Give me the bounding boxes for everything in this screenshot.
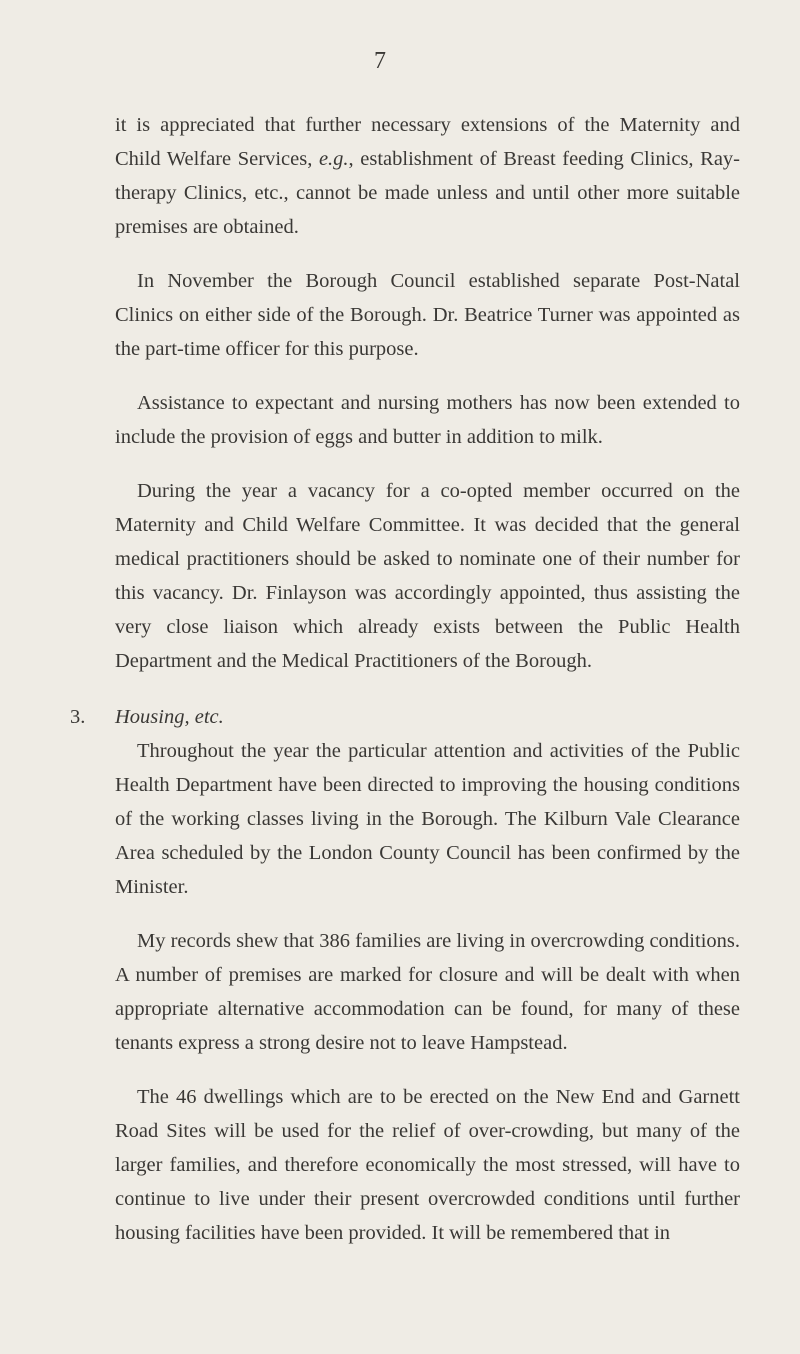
- section-heading: [70, 700, 740, 734]
- paragraph-post-natal-clinics: In November the Borough Council established separate Post-Natal Clinics on either side of the Borough. Dr. Beatrice Turner was appointed as the part-time officer for this purpose.: [115, 270, 740, 360]
- paragraph-assistance-mothers: Assistance to expectant and nursing mothers has now been extended to include the provision of eggs and butter in addition to milk.: [115, 392, 740, 448]
- paragraph-committee-vacancy: During the year a vacancy for a co-opted member occurred on the Maternity and Child Welfare Committee. It was decided that the general medical practitioners should be asked to nominate one of their number for this vacancy. Dr. Finlayson was accordingly appointed, thus assisting the very close liaison which already exists between the Public Health Department and the Medical Practitioners of the Borough.: [115, 480, 740, 672]
- paragraph-housing-conditions: Throughout the year the particular attention and activities of the Public Health Department have been directed to improving the housing conditions of the working classes living in the Borough. The Kilburn Vale Clearance Area scheduled by the London County Council has been confirmed by the Minister.: [115, 740, 740, 898]
- paragraph-maternity-extensions: it is appreciated that further necessary extensions of the Maternity and Child Welfare Services, e.g., establishment of Breast feeding Clinics, Ray-therapy Clinics, etc., cannot be made unless and until other more suitable premises are obtained.: [115, 114, 740, 238]
- text-column: [70, 108, 740, 1250]
- section-number: 3.: [70, 706, 86, 728]
- page-number: 7: [374, 48, 386, 74]
- paragraph-new-dwellings: The 46 dwellings which are to be erected on the New End and Garnett Road Sites will be used for the relief of over-crowding, but many of the larger families, and therefore economically the most stressed, will have to continue to live under their present overcrowded conditions until further housing facilities have been provided. It will be remembered that in: [115, 1086, 740, 1244]
- paragraph-overcrowding-records: My records shew that 386 families are living in overcrowding conditions. A number of premises are marked for closure and will be dealt with when appropriate alternative accommodation can be found, for many of these tenants express a strong desire not to leave Hampstead.: [115, 930, 740, 1054]
- section-title: Housing, etc.: [115, 706, 224, 728]
